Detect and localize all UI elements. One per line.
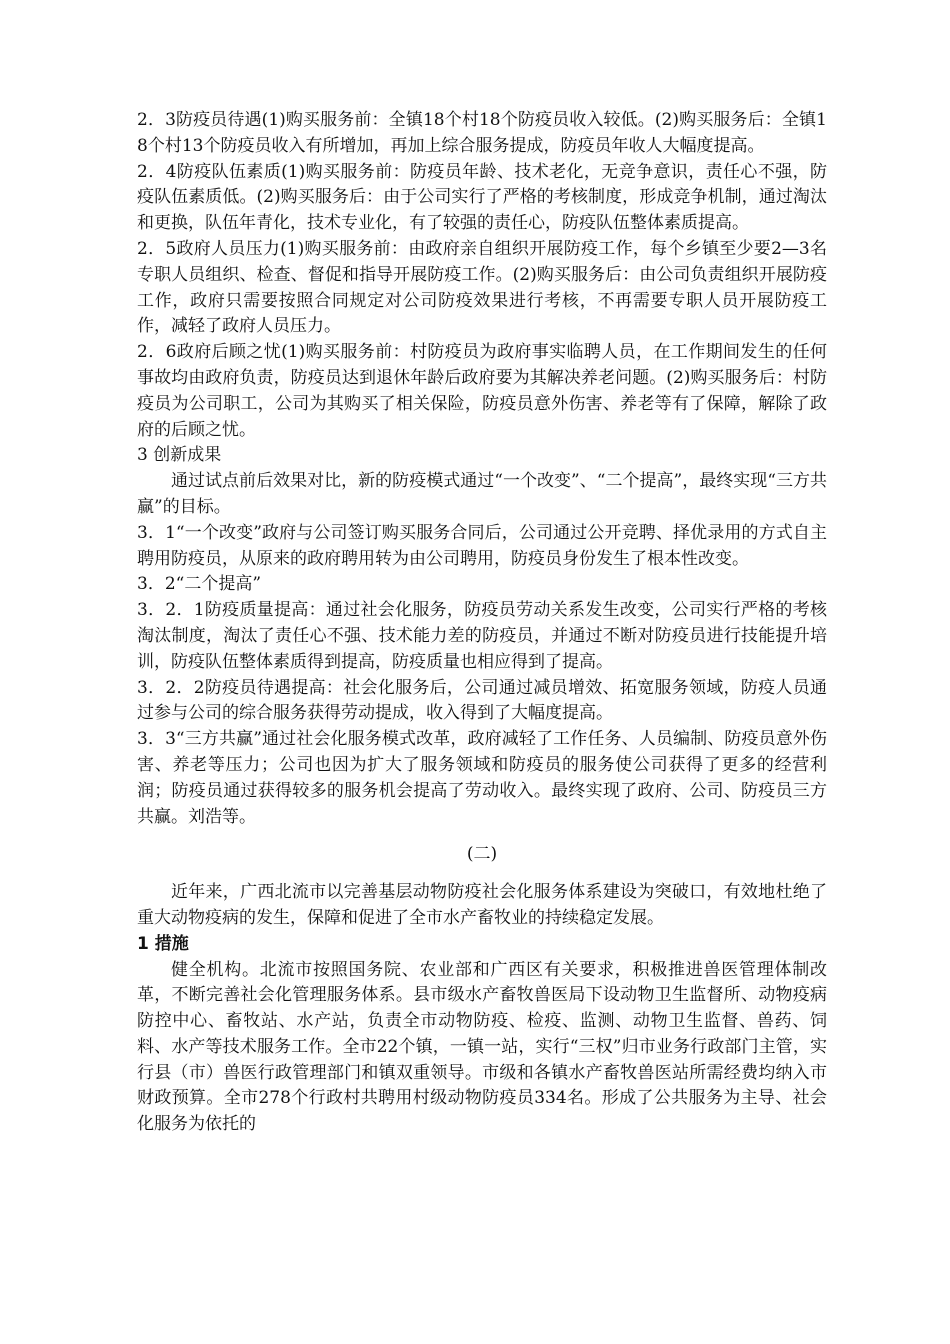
section-3-intro: 通过试点前后效果对比，新的防疫模式通过“一个改变”、“二个提高”，最终实现“三方共赢”的目标。 [137,471,827,517]
paragraph-2-3: 2．3防疫员待遇(1)购买服务前：全镇18个村18个防疫员收入较低。(2)购买服务后：全镇18个村13个防疫员收入有所增加，再加上综合服务提成，防疫员年收人大幅度提高。 [137,110,827,156]
paragraph-3-2-2: 3．2．2防疫员待遇提高：社会化服务后，公司通过减员增效、拓宽服务领域，防疫人员通过参与公司的综合服务获得劳动提成，收入得到了大幅度提高。 [137,677,827,724]
paragraph-3-3: 3．3“三方共赢”通过社会化服务模式改革，政府减轻了工作任务、人员编制、防疫员意外伤害、养老等压力；公司也因为扩大了服务领域和防疫员的服务使公司获得了更多的经营利润；防疫员通过获得较多的服务机会提高了劳动收入。最终实现了政府、公司、防疫员三方共赢。刘浩等。 [137,729,827,827]
part-two-title: (二) [466,844,498,865]
part-two-intro: 近年来，广西北流市以完善基层动物防疫社会化服务体系建设为突破口，有效地杜绝了重大动物疫病的发生，保障和促进了全市水产畜牧业的持续稳定发展。 [137,882,827,928]
section-1-body: 健全机构。北流市按照国务院、农业部和广西区有关要求，积极推进兽医管理体制改革，不断完善社会化管理服务体系。县市级水产畜牧兽医局下设动物卫生监督所、动物疫病防控中心、畜牧站、水产站，负责全市动物防疫、检疫、监测、动物卫生监督、兽药、饲料、水产等技术服务工作。全市22个镇，一镇一站，实行“三权”归市业务行政部门主管，实行县（市）兽医行政管理部门和镇双重领导。市级和各镇水产畜牧兽医站所需经费均纳入市财政预算。全市278个行政村共聘用村级动物防疫员334名。形成了公共服务为主导、社会化服务为依托的 [137,959,827,1135]
paragraph-3-2: 3．2“二个提高” [137,574,262,595]
paragraph-3-2-1: 3．2．1防疫质量提高：通过社会化服务，防疫员劳动关系发生改变，公司实行严格的考核淘汰制度，淘汰了责任心不强、技术能力差的防疫员，并通过不断对防疫员进行技能提升培训，防疫队伍整体素质得到提高，防疫质量也相应得到了提高。 [137,600,827,672]
section-1-heading: 1 措施 [137,933,189,954]
paragraph-2-4: 2．4防疫队伍素质(1)购买服务前：防疫员年龄、技术老化，无竞争意识，责任心不强，防疫队伍素质低。(2)购买服务后：由于公司实行了严格的考核制度，形成竞争机制，通过淘汰和更换，队伍年青化，技术专业化，有了较强的责任心，防疫队伍整体素质提高。 [137,161,827,234]
section-3-heading: 3 创新成果 [137,445,222,466]
paragraph-2-5: 2．5政府人员压力(1)购买服务前：由政府亲自组织开展防疫工作，每个乡镇至少要2—3名专职人员组织、检查、督促和指导开展防疫工作。(2)购买服务后：由公司负责组织开展防疫工作，政府只需要按照合同规定对公司防疫效果进行考核，不再需要专职人员开展防疫工作，减轻了政府人员压力。 [137,238,827,337]
paragraph-2-6: 2．6政府后顾之忧(1)购买服务前：村防疫员为政府事实临聘人员，在工作期间发生的任何事故均由政府负责，防疫员达到退休年龄后政府要为其解决养老问题。(2)购买服务后：村防疫员为公司职工，公司为其购买了相关保险，防疫员意外伤害、养老等有了保障，解除了政府的后顾之忧。 [137,342,827,440]
document-page [137,108,827,1138]
paragraph-3-1: 3．1“一个改变”政府与公司签订购买服务合同后，公司通过公开竞聘、择优录用的方式自主聘用防疫员，从原来的政府聘用转为由公司聘用，防疫员身份发生了根本性改变。 [137,522,827,569]
